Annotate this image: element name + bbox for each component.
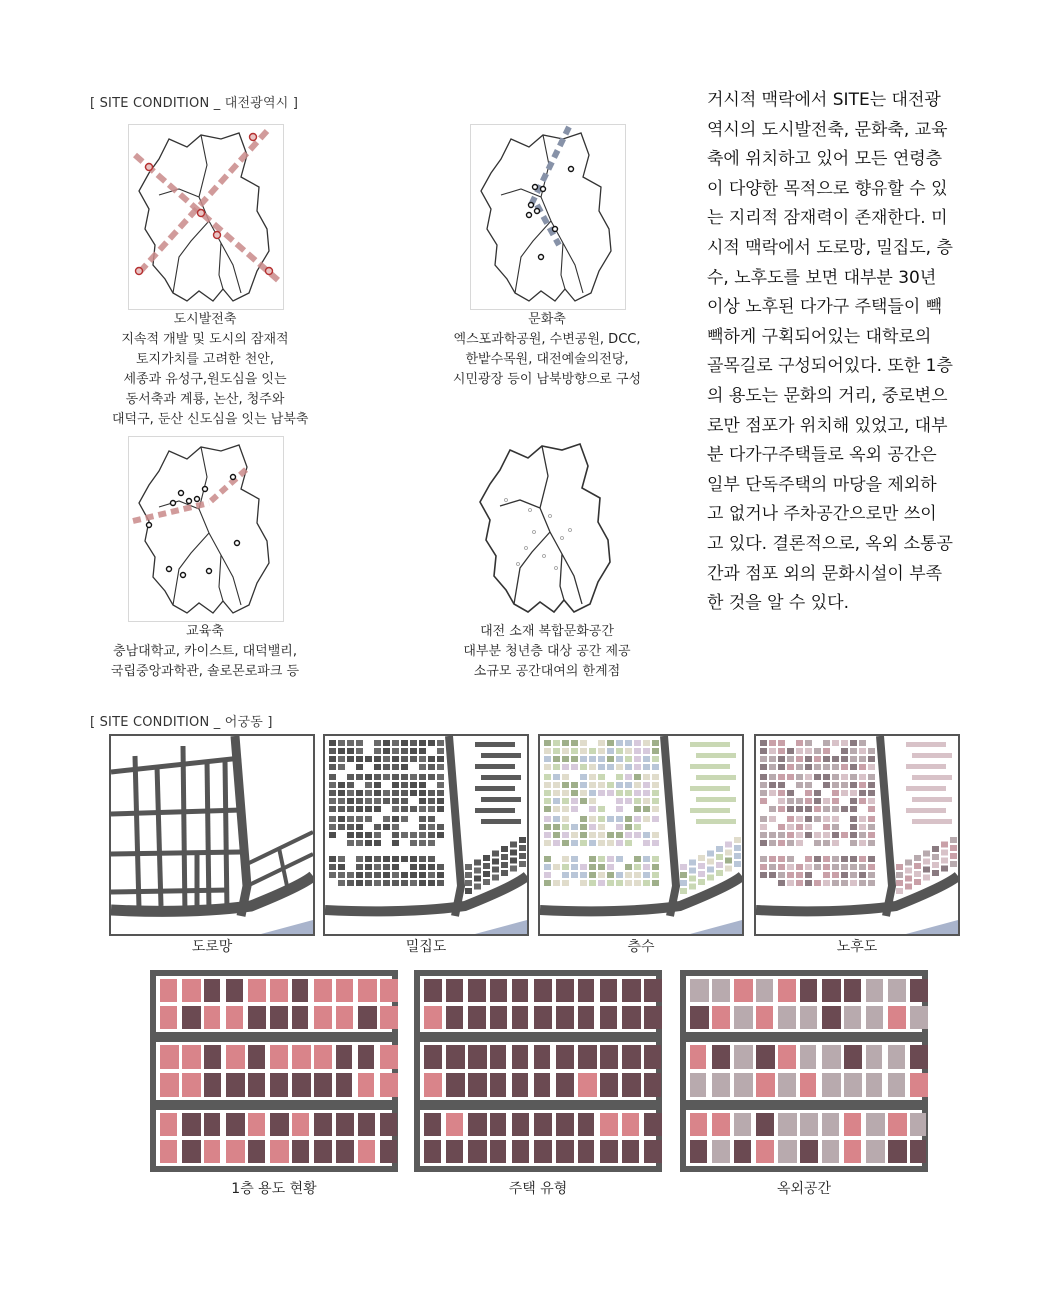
- panel-floors: [538, 734, 744, 936]
- section-title-daejeon: [ SITE CONDITION _ 대전광역시 ]: [90, 96, 299, 111]
- map-cultural-spaces: [470, 436, 624, 620]
- map-education-axis: [128, 436, 284, 622]
- label-housing-type: 주택 유형: [508, 1181, 568, 1197]
- map-development-axis: [128, 124, 284, 310]
- panel-aging: [754, 734, 960, 936]
- panel-density: [323, 734, 529, 936]
- caption-cultural-spaces: 대전 소재 복합문화공간 대부분 청년층 대상 공간 제공 소규모 공간대여의 한계점: [463, 624, 631, 679]
- description-paragraph: 거시적 맥락에서 SITE는 대전광 역시의 도시발전축, 문화축, 교육 축에 위치하고 있어 모든 연령층 이 다양한 목적으로 향유할 수 있 는 지리적 잠재력이 존재한다. 미 시적 맥락에서 도로망, 밀집도, 층 수, 노후도를 보면 대부분 30년 이상 노후된 다가구 주택들이 빽 빽하게 구획되어있는 대학로의 골목길로 구성되어있다. 또한 1층 의 용도는 문화의 거리, 중로변으 로만 점포가 위치해 있었고, 대부 분 다가구주택들로 옥외 공간은 일부 단독주택의 마당을 제외하 고 없거나 주차공간으로만 쓰이 고 있다. 결론적으로, 옥외 소통공 간과 점포 외의 문화시설이 부족 한 것을 알 수 있다.: [707, 90, 953, 614]
- label-ground-floor-use: 1층 용도 현황: [231, 1181, 317, 1197]
- label-floors: 층수: [627, 939, 655, 955]
- caption-culture-axis: 문화축 엑스포과학공원, 수변공원, DCC, 한밭수목원, 대전예술의전당, 시민광장 등이 남북방향으로 구성: [452, 312, 642, 387]
- map-culture-axis: [470, 124, 626, 310]
- caption-development-axis: 도시발전축 지속적 개발 및 도시의 잠재적 토지가치를 고려한 천안, 세종과 유성구,원도심을 잇는 동서축과 계룡, 논산, 청주와 대덕구, 둔산 신도심을 잇는 남북축: [112, 312, 309, 427]
- label-aging: 노후도: [836, 939, 878, 955]
- panel-housing-type: [414, 970, 662, 1172]
- label-density: 밀집도: [405, 939, 447, 955]
- panel-outdoor-space: [680, 970, 928, 1172]
- label-road-network: 도로망: [191, 939, 233, 955]
- panel-ground-floor-use: [150, 970, 398, 1172]
- caption-education-axis: 교육축 충남대학교, 카이스트, 대덕밸리, 국립중앙과학관, 솔로몬로파크 등: [110, 624, 300, 679]
- section-title-eogung: [ SITE CONDITION _ 어궁동 ]: [90, 715, 273, 730]
- label-outdoor-space: 옥외공간: [776, 1181, 832, 1197]
- panel-road-network: [109, 734, 315, 936]
